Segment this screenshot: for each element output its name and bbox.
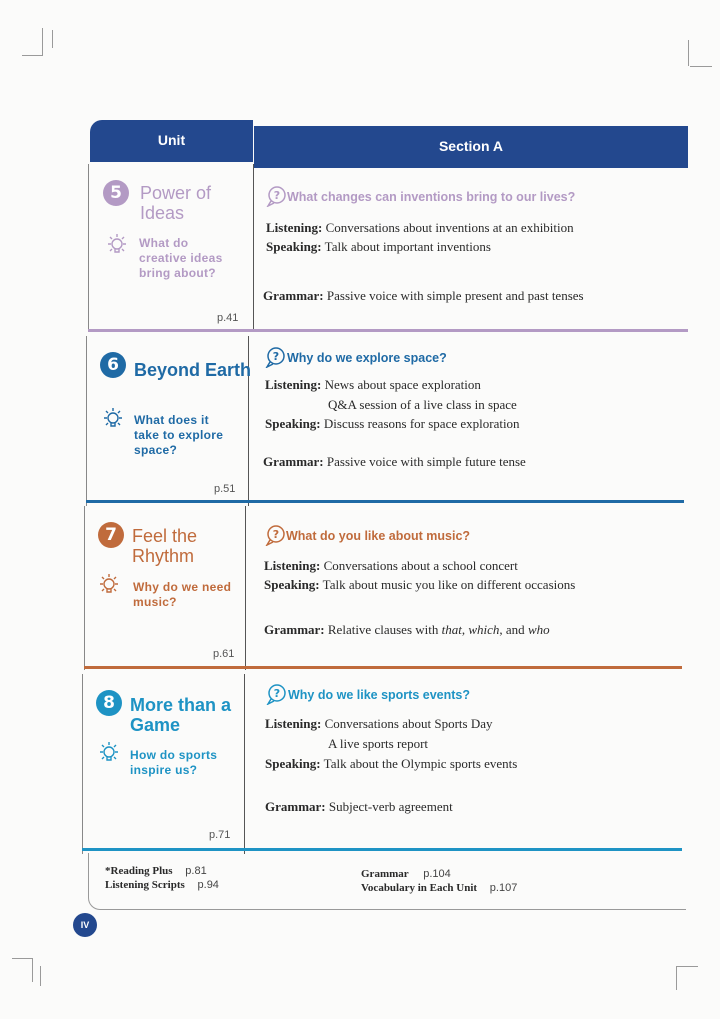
grammar-entry (361, 868, 451, 880)
crop-mark (52, 30, 53, 48)
grammar-text: Relative clauses with that, which, and who (327, 622, 550, 637)
grammar-appendix-page: p.104 (423, 868, 451, 880)
listening-label: Listening: (264, 558, 321, 573)
section-a-column-header (254, 126, 688, 168)
grammar-row (263, 454, 526, 470)
unit-title: Beyond Earth (134, 360, 252, 380)
grammar-label: Grammar: (264, 622, 325, 637)
crop-mark (688, 40, 689, 66)
unit-page-number: p.41 (217, 312, 239, 324)
question-bubble-icon (265, 683, 287, 705)
listening-row-continued (328, 736, 428, 752)
speaking-text: Discuss reasons for space exploration (323, 416, 520, 431)
listening-scripts-page: p.94 (197, 879, 219, 891)
vocabulary-entry (361, 882, 517, 894)
row-separator (88, 329, 688, 332)
vocabulary-label: Vocabulary in Each Unit (361, 882, 478, 894)
unit-column-header (90, 120, 253, 162)
section-a-header-label: Section A (438, 138, 504, 154)
table-of-contents (88, 118, 690, 908)
listening-text: A live sports report (328, 736, 429, 751)
listening-row (264, 558, 518, 574)
page-number-badge: IV (73, 913, 97, 937)
grammar-label: Grammar: (265, 799, 326, 814)
listening-text: Conversations about Sports Day (324, 716, 493, 731)
row-separator (82, 848, 682, 851)
essential-question: What do you like about music? (286, 529, 471, 543)
listening-text: News about space exploration (324, 377, 481, 392)
svg-text:?: ? (272, 350, 280, 363)
grammar-row (264, 622, 550, 638)
speaking-row (265, 756, 517, 772)
grammar-appendix-label: Grammar (361, 868, 409, 880)
grammar-text: Passive voice with simple future tense (326, 454, 526, 469)
svg-text:?: ? (273, 687, 281, 700)
question-bubble-icon (264, 524, 286, 546)
grammar-label: Grammar: (263, 454, 324, 469)
speaking-label: Speaking: (264, 577, 320, 592)
vocabulary-page: p.107 (489, 882, 518, 894)
grammar-text: Subject-verb agreement (328, 799, 453, 814)
unit-title: Power of Ideas (140, 183, 212, 223)
listening-row (266, 220, 574, 236)
reading-plus-page: p.81 (185, 865, 207, 877)
speaking-row (265, 416, 520, 432)
speaking-row (264, 577, 575, 593)
listening-scripts-entry (105, 879, 219, 891)
listening-label: Listening: (265, 716, 322, 731)
speaking-label: Speaking: (266, 239, 322, 254)
unit-number-badge: 5 (103, 180, 129, 206)
grammar-text: Passive voice with simple present and past tenses (326, 288, 584, 303)
question-bubble-icon (265, 185, 287, 207)
crop-mark (12, 958, 32, 959)
reading-plus-label: *Reading Plus (105, 865, 173, 877)
essential-question: What changes can inventions bring to our lives? (287, 190, 576, 204)
unit-title: More than a Game (130, 695, 232, 735)
unit-row-7 (84, 506, 686, 670)
unit-header-label: Unit (157, 132, 186, 148)
unit-page-number: p.71 (209, 829, 231, 841)
listening-row (265, 716, 493, 732)
crop-mark (22, 55, 42, 56)
essential-question: Why do we like sports events? (288, 688, 470, 702)
essential-question: Why do we explore space? (287, 351, 447, 365)
svg-text:?: ? (273, 189, 281, 202)
grammar-row (265, 799, 453, 815)
crop-mark (32, 958, 33, 982)
reading-plus-entry (105, 865, 207, 877)
unit-row-8 (82, 674, 684, 854)
unit-number-badge: 7 (98, 522, 124, 548)
grammar-label: Grammar: (263, 288, 324, 303)
unit-row-6 (86, 336, 688, 506)
unit-page-number: p.51 (214, 483, 236, 495)
speaking-text: Talk about important inventions (324, 239, 491, 254)
lightbulb-icon (100, 406, 126, 432)
speaking-row (266, 239, 491, 255)
listening-row (265, 377, 481, 393)
unit-page-number: p.61 (213, 648, 235, 660)
unit-question: What does it take to explore space? (134, 413, 224, 457)
lightbulb-icon (104, 232, 130, 258)
crop-mark (42, 28, 43, 56)
crop-mark (676, 966, 677, 990)
listening-scripts-label: Listening Scripts (105, 879, 185, 891)
crop-mark (676, 966, 698, 967)
contents-footer (88, 853, 686, 910)
speaking-text: Talk about the Olympic sports events (323, 756, 518, 771)
lightbulb-icon (96, 740, 122, 766)
svg-text:?: ? (272, 528, 280, 541)
table-header (88, 118, 690, 166)
unit-number-badge: 8 (96, 690, 122, 716)
speaking-text: Talk about music you like on different occasions (322, 577, 576, 592)
listening-text: Conversations about a school concert (323, 558, 518, 573)
grammar-row (263, 288, 584, 304)
listening-label: Listening: (266, 220, 323, 235)
listening-row-continued (328, 397, 517, 413)
crop-mark (40, 966, 41, 986)
row-separator (86, 500, 684, 503)
unit-row-5 (88, 164, 690, 332)
speaking-label: Speaking: (265, 756, 321, 771)
crop-mark (690, 66, 712, 67)
unit-question: How do sports inspire us? (130, 748, 218, 777)
listening-text: Conversations about inventions at an exhibition (325, 220, 574, 235)
row-separator (84, 666, 682, 669)
unit-title: Feel the Rhythm (132, 526, 198, 566)
unit-number-badge: 6 (100, 352, 126, 378)
listening-text: Q&A session of a live class in space (328, 397, 517, 412)
question-bubble-icon (264, 346, 286, 368)
lightbulb-icon (96, 572, 122, 598)
listening-label: Listening: (265, 377, 322, 392)
unit-question: Why do we need music? (133, 580, 232, 609)
unit-question: What do creative ideas bring about? (139, 236, 223, 280)
speaking-label: Speaking: (265, 416, 321, 431)
